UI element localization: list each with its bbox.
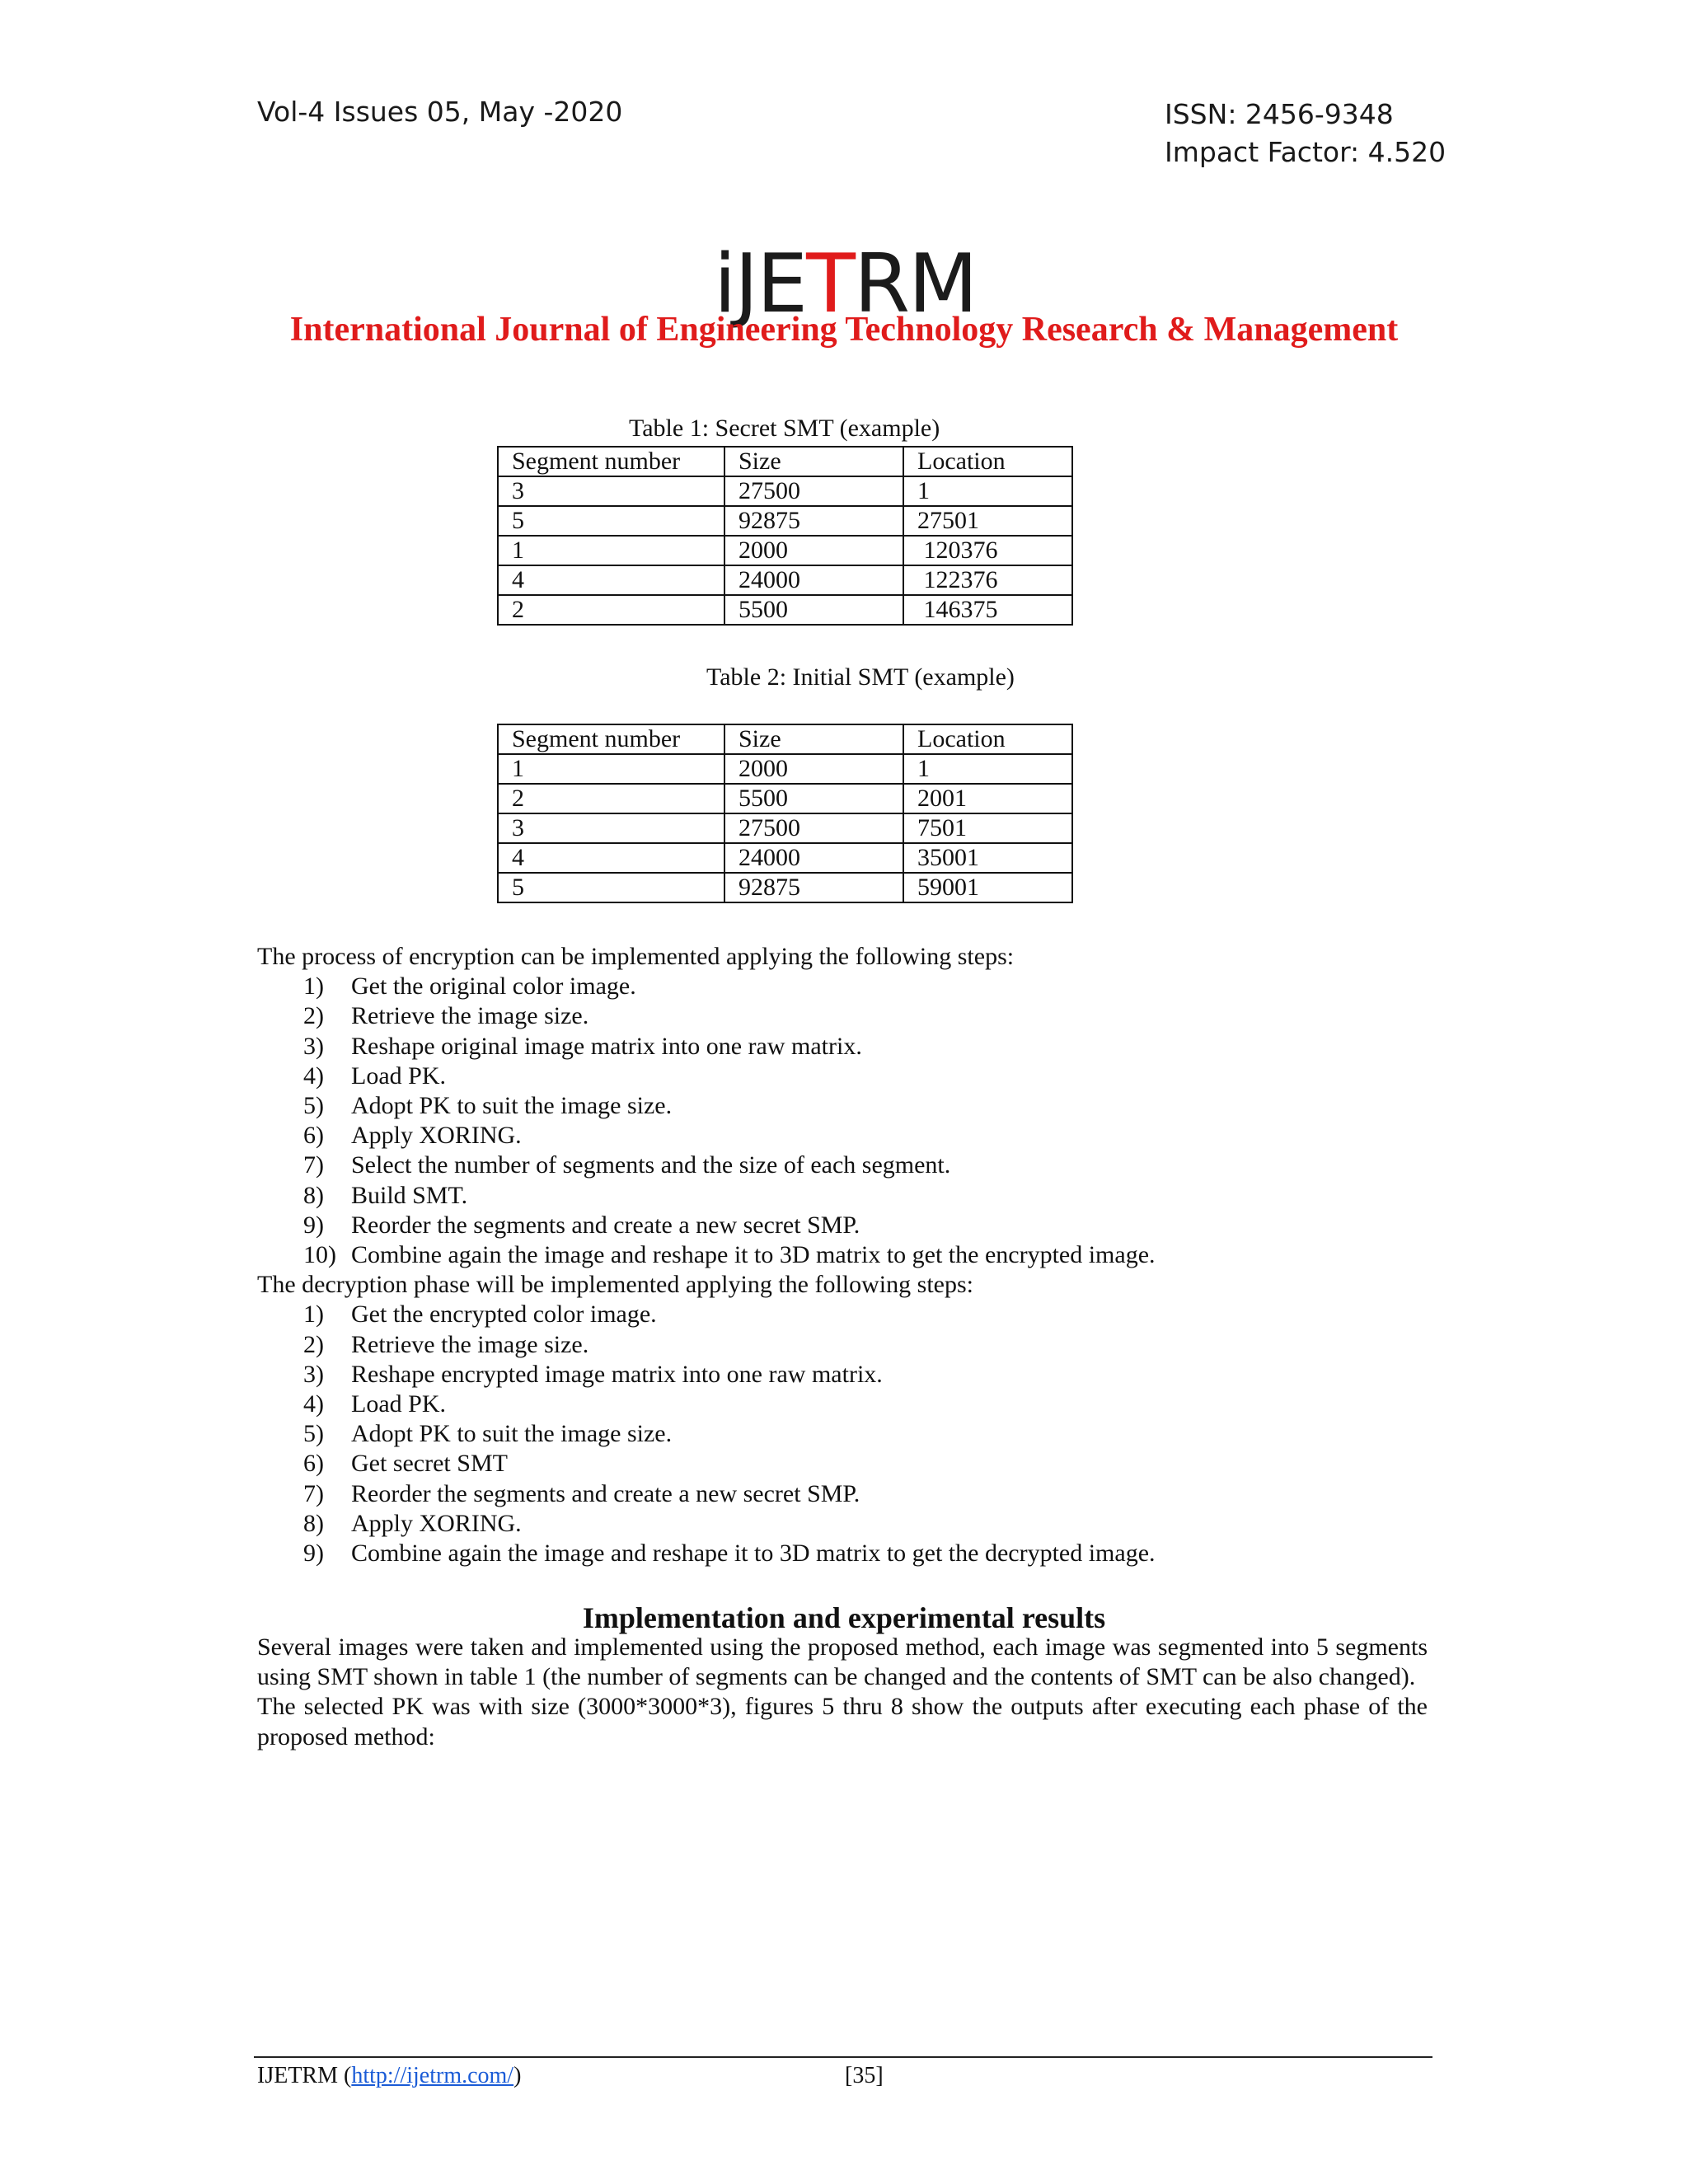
list-number: 1)	[303, 972, 324, 1001]
list-item	[257, 1539, 1428, 1568]
list-text: Apply XORING.	[351, 1122, 522, 1150]
encryption-steps	[257, 972, 1428, 1270]
table-cell: 27501	[903, 506, 1072, 536]
list-item	[257, 1479, 1428, 1509]
table-cell: 3	[498, 813, 724, 843]
list-item	[257, 1121, 1428, 1151]
table-cell: 59001	[903, 873, 1072, 902]
list-text: Load PK.	[351, 1390, 446, 1418]
list-text: Reorder the segments and create a new secret SMP.	[351, 1211, 860, 1239]
table-cell: 4	[498, 565, 724, 595]
list-number: 8)	[303, 1509, 324, 1537]
list-text: Select the number of segments and the size of each segment.	[351, 1151, 951, 1179]
encryption-intro: The process of encryption can be implemented applying the following steps:	[257, 943, 1015, 970]
footer-journal-name: IJETRM	[257, 2063, 338, 2088]
table2-caption: Table 2: Initial SMT (example)	[706, 663, 1015, 691]
table-row	[498, 754, 1072, 784]
page-number: [35]	[845, 2063, 884, 2088]
results-paragraph-1: Several images were taken and implemented using the proposed method, each image was segmented into 5 segments using SMT shown in table 1 (the number of segments can be changed and the contents of SMT can be also changed).	[257, 1633, 1428, 1691]
list-text: Get the original color image.	[351, 972, 636, 1001]
table-header-row	[498, 724, 1072, 754]
footer-rule	[254, 2056, 1432, 2058]
list-text: Get the encrypted color image.	[351, 1301, 657, 1329]
list-number: 10)	[303, 1241, 336, 1269]
list-item	[257, 1330, 1428, 1360]
table-cell: Size	[724, 447, 903, 476]
table-cell: 2	[498, 595, 724, 625]
header-meta	[1165, 96, 1446, 171]
list-item	[257, 1091, 1428, 1121]
list-text: Reorder the segments and create a new secret SMP.	[351, 1479, 860, 1507]
table-cell: 35001	[903, 843, 1072, 873]
list-text: Reshape encrypted image matrix into one raw matrix.	[351, 1360, 883, 1388]
list-number: 5)	[303, 1092, 324, 1120]
list-number: 2)	[303, 1002, 324, 1030]
table-cell: 2001	[903, 784, 1072, 813]
table-cell: 1	[498, 536, 724, 565]
table-row	[498, 784, 1072, 813]
table-cell: 1	[498, 754, 724, 784]
list-item	[257, 972, 1428, 1001]
table-header-row	[498, 447, 1072, 476]
list-item	[257, 1419, 1428, 1449]
table-row	[498, 476, 1072, 506]
list-number: 4)	[303, 1062, 324, 1090]
table-cell: 7501	[903, 813, 1072, 843]
list-item	[257, 1240, 1428, 1270]
section-heading: Implementation and experimental results	[582, 1601, 1106, 1634]
list-number: 6)	[303, 1122, 324, 1150]
list-item	[257, 1151, 1428, 1180]
list-text: Load PK.	[351, 1062, 446, 1090]
table-cell: 1	[903, 476, 1072, 506]
steps-section	[257, 942, 1428, 1568]
secret-smt-table	[497, 446, 1073, 626]
list-number: 7)	[303, 1479, 324, 1507]
footer-journal: IJETRM (http://ijetrm.com/)	[257, 2063, 522, 2088]
table-cell: 5500	[724, 595, 903, 625]
table-cell: 27500	[724, 813, 903, 843]
list-item	[257, 1360, 1428, 1390]
list-number: 5)	[303, 1420, 324, 1448]
table-row	[498, 565, 1072, 595]
table-row	[498, 813, 1072, 843]
table-cell: 5500	[724, 784, 903, 813]
table-cell: 4	[498, 843, 724, 873]
list-text: Reshape original image matrix into one raw matrix.	[351, 1032, 862, 1060]
table-row	[498, 595, 1072, 625]
table-cell: 24000	[724, 843, 903, 873]
table-cell: 122376	[903, 565, 1072, 595]
initial-smt-table	[497, 724, 1073, 903]
table-cell: 146375	[903, 595, 1072, 625]
list-item	[257, 1181, 1428, 1211]
table-cell: 1	[903, 754, 1072, 784]
list-text: Apply XORING.	[351, 1509, 522, 1537]
table-cell: 120376	[903, 536, 1072, 565]
list-item	[257, 1211, 1428, 1240]
list-number: 4)	[303, 1390, 324, 1418]
table-cell: Location	[903, 447, 1072, 476]
list-text: Adopt PK to suit the image size.	[351, 1092, 673, 1120]
journal-title: International Journal of Engineering Technology Research & Management	[289, 311, 1399, 349]
logo-suffix: RM	[853, 237, 977, 331]
list-text: Retrieve the image size.	[351, 1002, 589, 1030]
decryption-intro: The decryption phase will be implemented applying the following steps:	[257, 1271, 973, 1299]
table-cell: 92875	[724, 506, 903, 536]
table-cell: 24000	[724, 565, 903, 595]
list-number: 3)	[303, 1360, 324, 1388]
table-cell: 5	[498, 873, 724, 902]
list-text: Combine again the image and reshape it to 3D matrix to get the decrypted image.	[351, 1540, 1156, 1568]
table-row	[498, 506, 1072, 536]
results-section	[257, 1633, 1428, 1752]
list-item	[257, 1032, 1428, 1062]
list-text: Combine again the image and reshape it to 3D matrix to get the encrypted image.	[351, 1241, 1156, 1269]
list-number: 3)	[303, 1032, 324, 1060]
list-text: Build SMT.	[351, 1181, 468, 1209]
table-row	[498, 843, 1072, 873]
list-item	[257, 1300, 1428, 1329]
table-cell: Location	[903, 724, 1072, 754]
footer-url-link[interactable]: http://ijetrm.com/	[351, 2063, 514, 2088]
header-issn: ISSN: 2456-9348	[1165, 98, 1394, 130]
list-number: 7)	[303, 1151, 324, 1179]
list-item	[257, 1449, 1428, 1479]
decryption-steps	[257, 1300, 1428, 1568]
table-cell: 27500	[724, 476, 903, 506]
header-impact-factor: Impact Factor: 4.520	[1165, 136, 1447, 168]
table-row	[498, 536, 1072, 565]
list-item	[257, 1001, 1428, 1031]
results-paragraph-2: The selected PK was with size (3000*3000*3), figures 5 thru 8 show the outputs after executing each phase of the proposed method:	[257, 1693, 1428, 1750]
table-cell: Segment number	[498, 724, 724, 754]
table-cell: 3	[498, 476, 724, 506]
list-number: 9)	[303, 1211, 324, 1239]
table-cell: 92875	[724, 873, 903, 902]
list-number: 1)	[303, 1301, 324, 1329]
list-item	[257, 1390, 1428, 1419]
table-cell: Segment number	[498, 447, 724, 476]
list-number: 9)	[303, 1540, 324, 1568]
list-number: 6)	[303, 1450, 324, 1478]
table-cell: 5	[498, 506, 724, 536]
table1-caption: Table 1: Secret SMT (example)	[629, 415, 940, 442]
table-cell: 2000	[724, 754, 903, 784]
list-text: Retrieve the image size.	[351, 1330, 589, 1358]
table-cell: Size	[724, 724, 903, 754]
list-item	[257, 1509, 1428, 1539]
list-item	[257, 1062, 1428, 1091]
table-row	[498, 873, 1072, 902]
list-number: 8)	[303, 1181, 324, 1209]
list-text: Adopt PK to suit the image size.	[351, 1420, 673, 1448]
list-number: 2)	[303, 1330, 324, 1358]
logo-red-letter: T	[806, 237, 854, 331]
logo-prefix: iJE	[714, 237, 807, 331]
list-text: Get secret SMT	[351, 1450, 508, 1478]
table-cell: 2	[498, 784, 724, 813]
header-volume: Vol-4 Issues 05, May -2020	[257, 96, 623, 128]
table-cell: 2000	[724, 536, 903, 565]
